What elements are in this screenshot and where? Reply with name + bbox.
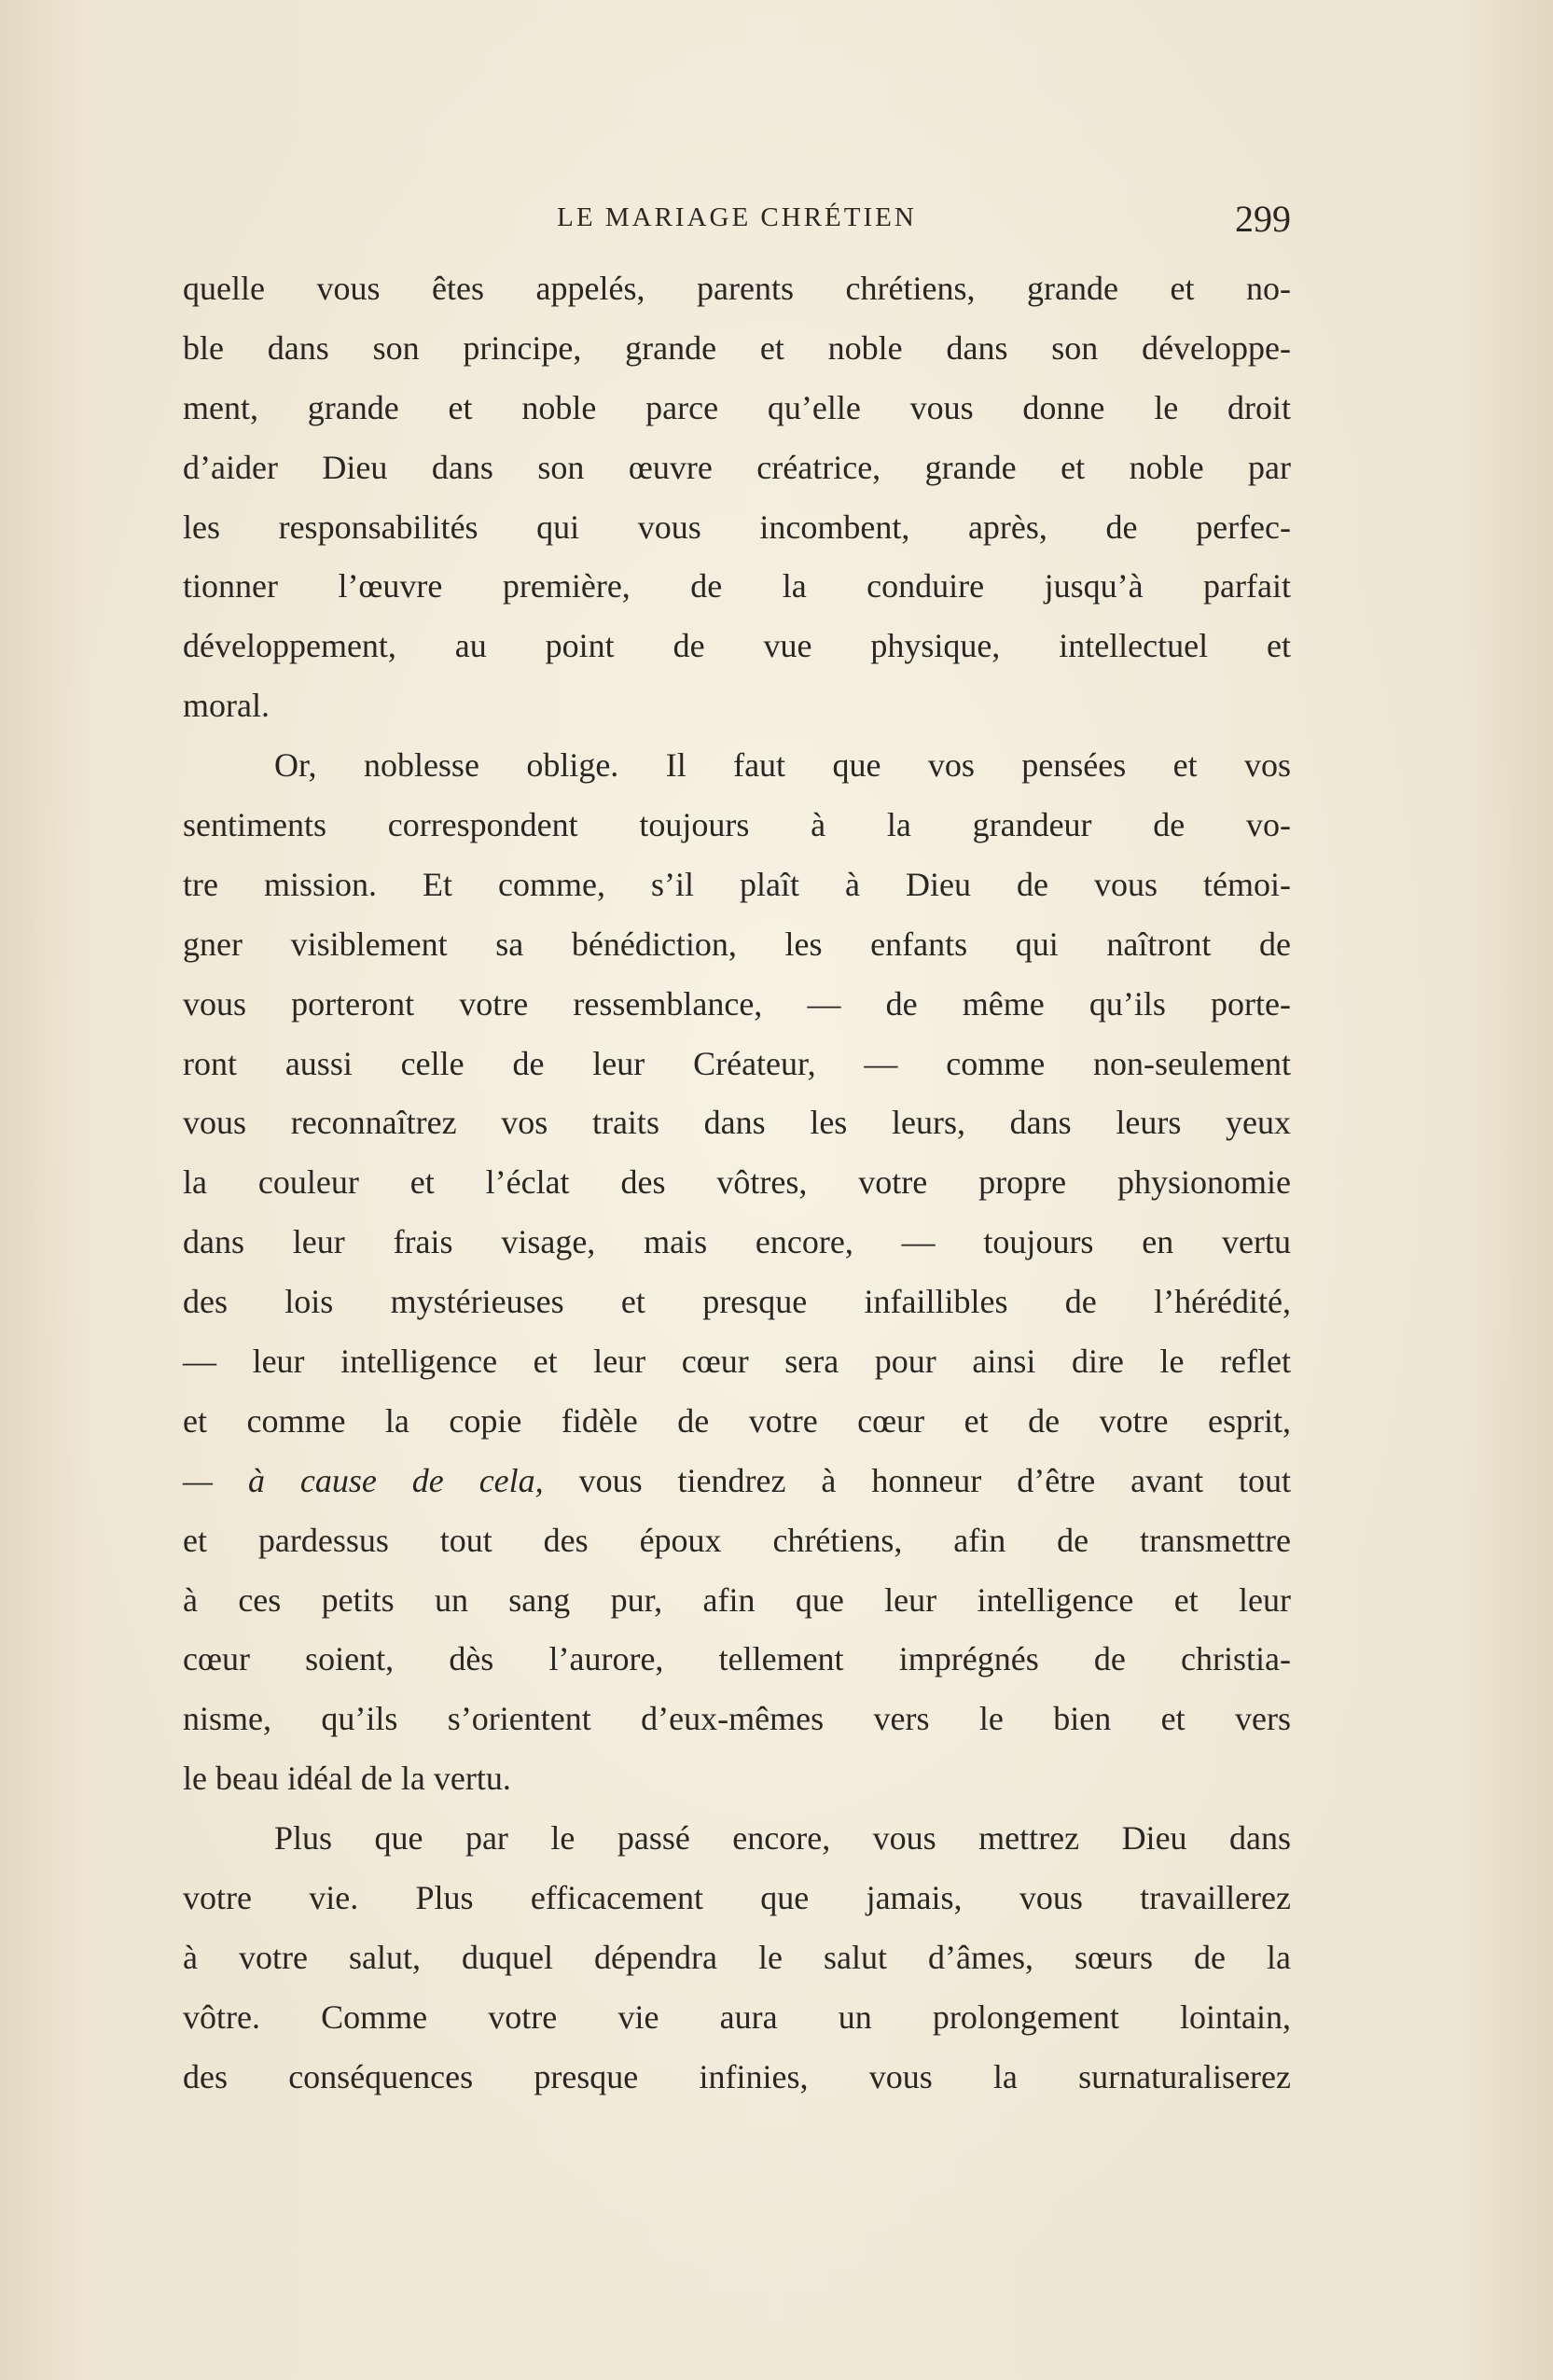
text-line: le beau idéal de la vertu. [183, 1760, 511, 1798]
text-line: les responsabilités qui vous incombent, après, de perfec- [183, 508, 1291, 546]
paragraph-3 [183, 1809, 1291, 2107]
text-line: nisme, qu’ils s’orientent d’eux-mêmes vers le bien et vers [183, 1700, 1291, 1738]
text-line: vôtre. Comme votre vie aura un prolongement lointain, [183, 1997, 1291, 2036]
text-line: des conséquences presque infinies, vous la surnaturaliserez [183, 2057, 1291, 2095]
text-line: développement, au point de vue physique, intellectuel et [183, 627, 1291, 665]
text-line: sentiments correspondent toujours à la grandeur de vo- [183, 806, 1291, 844]
text-line: vous porteront votre ressemblance, — de même qu’ils porte- [183, 984, 1291, 1023]
text-line: — leur intelligence et leur cœur sera pour ainsi dire le reflet [183, 1343, 1291, 1381]
running-title: LE MARIAGE CHRÉTIEN [557, 202, 917, 232]
text-line: ment, grande et noble parce qu’elle vous donne le droit [183, 388, 1291, 426]
text-line: à votre salut, duquel dépendra le salut d’âmes, sœurs de la [183, 1938, 1291, 1976]
italic-phrase: — à cause de cela, [183, 1461, 544, 1499]
text-line: et comme la copie fidèle de votre cœur et de votre esprit, [183, 1401, 1291, 1440]
text-line: tre mission. Et comme, s’il plaît à Dieu de vous témoi- [183, 865, 1291, 903]
text-line: votre vie. Plus efficacement que jamais, vous travaillerez [183, 1879, 1291, 1917]
text-line: Or, noblesse oblige. Il faut que vos pensées et vos [274, 746, 1291, 785]
text-line: à ces petits un sang pur, afin que leur intelligence et leur [183, 1580, 1291, 1619]
text-line: tionner l’œuvre première, de la conduire jusqu’à parfait [183, 567, 1291, 605]
text-line: quelle vous êtes appelés, parents chrétiens, grande et no- [183, 270, 1291, 307]
text-line: des lois mystérieuses et presque infaillibles de l’hérédité, [183, 1283, 1291, 1321]
paragraph-2 [183, 736, 1291, 1809]
page-header [183, 194, 1291, 241]
text-line: Plus que par le passé encore, vous mettrez Dieu dans [274, 1819, 1291, 1858]
text-line: la couleur et l’éclat des vôtres, votre propre physionomie [183, 1163, 1291, 1202]
text-line: cœur soient, dès l’aurore, tellement imprégnés de christia- [183, 1640, 1291, 1678]
text-line: d’aider Dieu dans son œuvre créatrice, grande et noble par [183, 448, 1291, 486]
paragraph-1 [183, 259, 1291, 736]
text-line: et pardessus tout des époux chrétiens, afin de transmettre [183, 1521, 1291, 1559]
text-line-with-italic [183, 1452, 1291, 1511]
text-line: vous reconnaîtrez vos traits dans les leurs, dans leurs yeux [183, 1104, 1291, 1142]
body-text [183, 259, 1291, 2108]
text-line: ble dans son principe, grande et noble dans son développe- [183, 328, 1291, 367]
page-number: 299 [1235, 198, 1291, 240]
text-line: ront aussi celle de leur Créateur, — comme non-seulement [183, 1044, 1291, 1082]
text-line: gner visiblement sa bénédiction, les enfants qui naîtront de [183, 925, 1291, 963]
text-line: dans leur frais visage, mais encore, — toujours en vertu [183, 1223, 1291, 1261]
text-span: vous tiendrez à honneur d’être avant tout [543, 1461, 1292, 1499]
text-line: moral. [183, 687, 270, 725]
